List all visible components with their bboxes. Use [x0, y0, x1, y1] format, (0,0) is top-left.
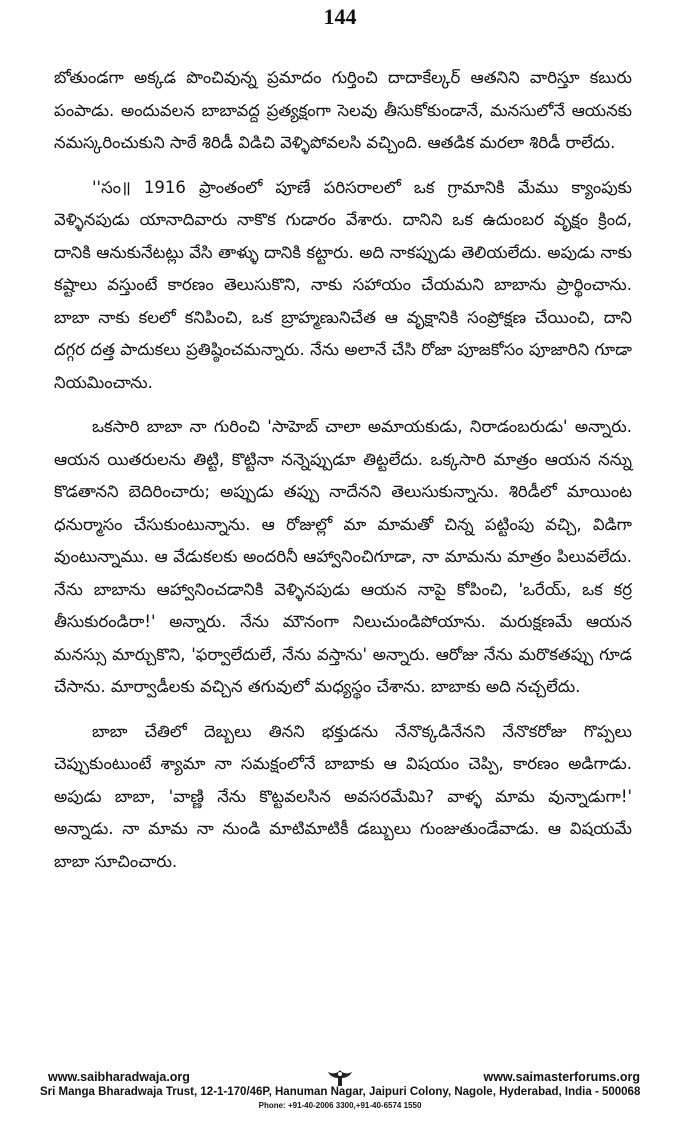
paragraph-2: ''సం॥ 1916 ప్రాంతంలో పూణే పరిసరాలలో ఒక గ్రామానికి మేము క్యాంపుకు వెళ్ళినపుడు యానాదివారు నాకొక గుడారం వేశారు. దానిని ఒక ఉదుంబర వృక్షం క్రింద, దానికి ఆనుకునేటట్లు వేసి తాళ్ళు దానికి కట్టారు. అది నాకప్పుడు తెలియలేదు. అపుడు నాకు కష్టాలు వస్తుంటే కారణం తెలుసుకొని, నాకు సహాయం చేయమని బాబాను ప్రార్థించాను. బాబా నాకు కలలో కనిపించి, ఒక బ్రాహ్మణునిచేత ఆ వృక్షానికి సంప్రోక్షణ చేయించి, దాని దగ్గర దత్త పాదుకలు ప్రతిష్ఠించమన్నారు. నేను అలానే చేసి రోజా పూజకోసం పూజారిని గూడా నియమించాను. — [54, 177, 632, 392]
footer-phone: Phone: +91-40-2006 3300,+91-40-6574 1550 — [258, 1101, 422, 1110]
paragraph-4: బాబా చేతిలో దెబ్బలు తినని భక్తుడను నేనొక్కడినేనని నేనొకరోజు గొప్పలు చెప్పుకుంటుంటే శ్యామా నా సమక్షంలోనే బాబాకు ఆ విషయం చెప్పి, కారణం అడిగాడు. అపుడు బాబా, 'వాణ్ణి నేను కొట్టవలసిన అవసరమేమి? వాళ్ళ మామ వున్నాడుగా!' అన్నాడు. నా మామ నా నుండి మాటిమాటికీ డబ్బులు గుంజుతుండేవాడు. ఆ విషయమే బాబా సూచించారు. — [54, 721, 632, 871]
body-text — [54, 62, 632, 890]
trust-emblem-icon — [326, 1068, 354, 1088]
page-number: 144 — [323, 4, 357, 29]
footer-url-left[interactable]: www.saibharadwaja.org — [48, 1070, 190, 1084]
page-footer — [40, 1068, 640, 1118]
footer-address: Sri Manga Bharadwaja Trust, 12-1-170/46P, Hanuman Nagar, Jaipuri Colony, Nagole, Hyderabad, India - 500068 — [40, 1086, 641, 1098]
paragraph-1: బోతుండగా అక్కడ పొంచివున్న ప్రమాదం గుర్తించి దాదాకేల్కర్ ఆతనిని వారిస్తూ కబురు పంపాడు. అందువలన బాబావద్ద ప్రత్యక్షంగా సెలవు తీసుకోకుండానే, మనసులోనే ఆయనకు నమస్కరించుకుని సాఠే శిరిడీ విడిచి వెళ్ళిపోవలసి వచ్చింది. ఆతడిక మరలా శిరిడీ రాలేదు. — [54, 68, 632, 152]
paragraph-3: ఒకసారి బాబా నా గురించి 'సాహెబ్ చాలా అమాయకుడు, నిరాడంబరుడు' అన్నారు. ఆయన యితరులను తిట్టి, కొట్టినా నన్నెప్పుడూ తిట్టలేదు. ఒక్కసారి మాత్రం ఆయన నన్ను కొడతానని బెదిరించారు; అప్పుడు తప్పు నాదేనని తెలుసుకున్నాను. శిరిడీలో మాయింట ధనుర్మాసం చేసుకుంటున్నాను. ఆ రోజుల్లో మా మామతో చిన్న పట్టింపు వచ్చి, విడిగా వుంటున్నాము. ఆ వేడుకలకు అందరినీ ఆహ్వానించిగూడా, నా మామను మాత్రం పిలువలేదు. నేను బాబాను ఆహ్వానించడానికి వెళ్ళినపుడు ఆయన నాపై కోపించి, 'ఒరేయ్, ఒక కర్ర తీసుకురండిరా!' అన్నారు. నేను మౌనంగా నిలుచుండిపోయాను. మరుక్షణమే ఆయన మనస్సు మార్చుకొని, 'ఫర్వాలేదులే, నేను వస్తాను' అన్నారు. ఆరోజు నేను మరొకతప్పు గూడ చేసాను. మార్వాడీలకు వచ్చిన తగువులో మధ్యస్థం చేశాను. బాబాకు అది నచ్చలేదు. — [54, 417, 632, 696]
footer-url-right[interactable]: www.saimasterforums.org — [483, 1070, 640, 1084]
